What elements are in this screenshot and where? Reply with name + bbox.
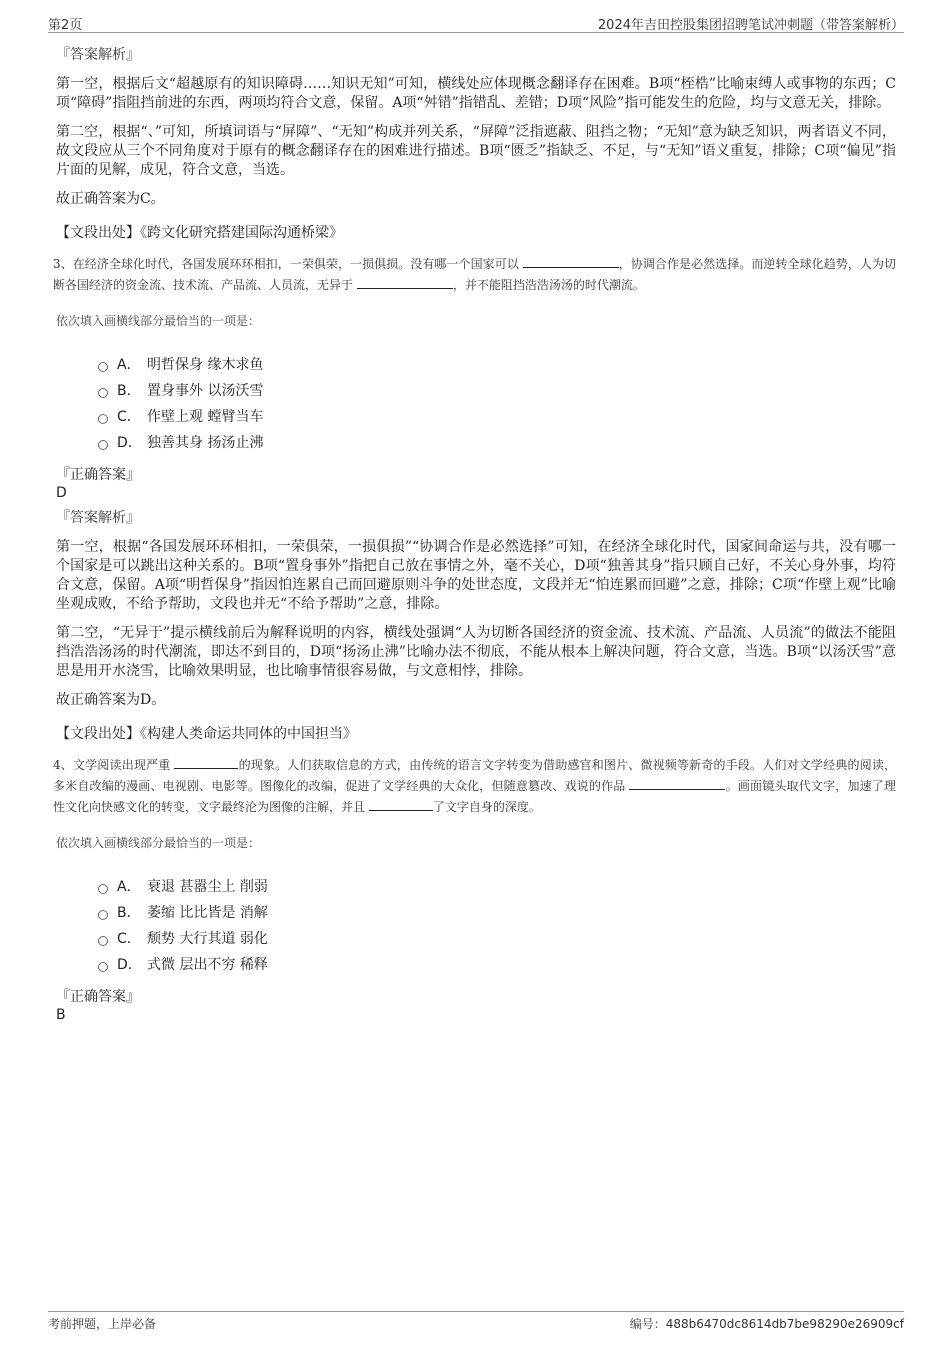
radio-icon[interactable]	[98, 362, 108, 372]
radio-icon[interactable]	[98, 884, 108, 894]
radio-icon[interactable]	[98, 388, 108, 398]
radio-icon[interactable]	[98, 910, 108, 920]
q2-analysis-label: 『答案解析』	[56, 47, 140, 63]
q3-blank-2	[357, 276, 453, 289]
q3-answer: D	[56, 485, 67, 501]
q3-analysis-label: 『答案解析』	[56, 510, 140, 526]
radio-icon[interactable]	[98, 414, 108, 424]
q3-analysis-para-2: 第二空，“无异于”提示横线前后为解释说明的内容，横线处强调“人为切断各国经济的资金流、技术流、产品流、人员流”的做法不能阻挡浩浩汤汤的时代潮流，即达不到目的，D项“扬汤止沸”比喻办法不彻底，不能从根本上解决问题，符合文意，当选。B项“以汤沃雪”意思是用开水浇雪，比喻效果明显，也比喻事情很容易做，与文意相悖，排除。	[56, 625, 896, 679]
q2-source: 【文段出处】《跨文化研究搭建国际沟通桥梁》	[56, 225, 343, 241]
q4-option-c[interactable]: C． 颓势 大行其道 弱化	[98, 926, 896, 952]
q3-option-b[interactable]: B． 置身事外 以汤沃雪	[98, 378, 896, 404]
q4-option-d[interactable]: D． 式微 层出不穷 稀释	[98, 952, 896, 978]
q4-option-a[interactable]: A． 衰退 甚嚣尘上 削弱	[98, 874, 896, 900]
q4-answer-label: 『正确答案』	[56, 989, 140, 1005]
document-title: 2024年吉田控股集团招聘笔试冲刺题（带答案解析）	[597, 18, 904, 33]
q3-option-c[interactable]: C． 作壁上观 螳臂当车	[98, 404, 896, 430]
q4-options	[98, 874, 896, 978]
q2-analysis-para-2: 第二空，根据“、”可知，所填词语与“屏障”、“无知”构成并列关系，“屏障”泛指遮蔽、阻挡之物；“无知”意为缺乏知识，两者语义不同，故文段应从三个不同角度对于原有的概念翻译存在的困难进行描述。B项“匮乏”指缺乏、不足，与“无知”语义重复，排除；C项“偏见”指片面的见解，成见，符合文意，当选。	[56, 124, 896, 178]
q3-conclusion: 故正确答案为D。	[56, 692, 166, 708]
q3-instruction: 依次填入画横线部分最恰当的一项是：	[56, 314, 261, 328]
q3-options	[98, 352, 896, 456]
document-id: 编号：488b6470dc8614db7be98290e26909cf	[629, 1317, 904, 1331]
q3-option-d[interactable]: D． 独善其身 扬汤止沸	[98, 430, 896, 456]
q4-question-text: 4、文学阅读出现严重 的现象。人们获取信息的方式，由传统的语言文字转变为借助感官和图片、微视频等新奇的手段。人们对文学经典的阅读，多米自改编的漫画、电视剧、电影等。图像化的改编，促进了文学经典的大众化，但随意篡改、戏说的作品 。画面镜头取代文字，加速了理性文化向快感文化的转变，文字最终沦为图像的注解，并且 了文字自身的深度。	[53, 758, 896, 814]
q3-analysis-para-1: 第一空，根据“各国发展环环相扣，一荣俱荣，一损俱损”“协调合作是必然选择”可知，在经济全球化时代，国家间命运与共，没有哪一个国家是可以跳出这种关系的。B项“置身事外”指把自己放在事情之外，毫不关心，D项“独善其身”指只顾自己好，不关心身外事，均符合文意，保留。A项“明哲保身”指因怕连累自己而回避原则斗争的处世态度，文段并无“怕连累而回避”之意，排除；C项“作壁上观”比喻坐观成败，不给予帮助，文段也并无“不给予帮助”之意，排除。	[56, 539, 896, 612]
q4-answer: B	[56, 1007, 66, 1023]
page-header	[48, 12, 904, 33]
q3-question-text: 3、在经济全球化时代，各国发展环环相扣，一荣俱荣，一损俱损。没有哪一个国家可以 ，协调合作是必然选择。而逆转全球化趋势，人为切断各国经济的资金流、技术流、产品流、人员流，无异于 ，并不能阻挡浩浩汤汤的时代潮流。	[53, 257, 896, 292]
q4-blank-3	[369, 798, 433, 811]
radio-icon[interactable]	[98, 936, 108, 946]
q3-answer-label: 『正确答案』	[56, 467, 140, 483]
q2-analysis-para-1: 第一空，根据后文“超越原有的知识障碍……知识无知”可知，横线处应体现概念翻译存在困难。B项“桎梏”比喻束缚人或事物的东西；C项“障碍”指阻挡前进的东西，两项均符合文意，保留。A项“舛错”指错乱、差错；D项“风险”指可能发生的危险，均与文意无关，排除。	[56, 76, 896, 111]
q3-source: 【文段出处】《构建人类命运共同体的中国担当》	[56, 726, 357, 742]
radio-icon[interactable]	[98, 440, 108, 450]
q4-blank-1	[174, 756, 238, 769]
footer-slogan: 考前押题，上岸必备	[48, 1317, 157, 1331]
q3-option-a[interactable]: A． 明哲保身 缘木求鱼	[98, 352, 896, 378]
page-number: 第2页	[48, 18, 83, 33]
radio-icon[interactable]	[98, 962, 108, 972]
page-footer	[48, 1311, 904, 1332]
q3-blank-1	[523, 255, 619, 268]
q4-option-b[interactable]: B． 萎缩 比比皆是 消解	[98, 900, 896, 926]
document-body	[53, 45, 896, 1030]
q2-conclusion: 故正确答案为C。	[56, 191, 165, 207]
q4-blank-2	[629, 777, 725, 790]
q4-instruction: 依次填入画横线部分最恰当的一项是：	[56, 836, 261, 850]
